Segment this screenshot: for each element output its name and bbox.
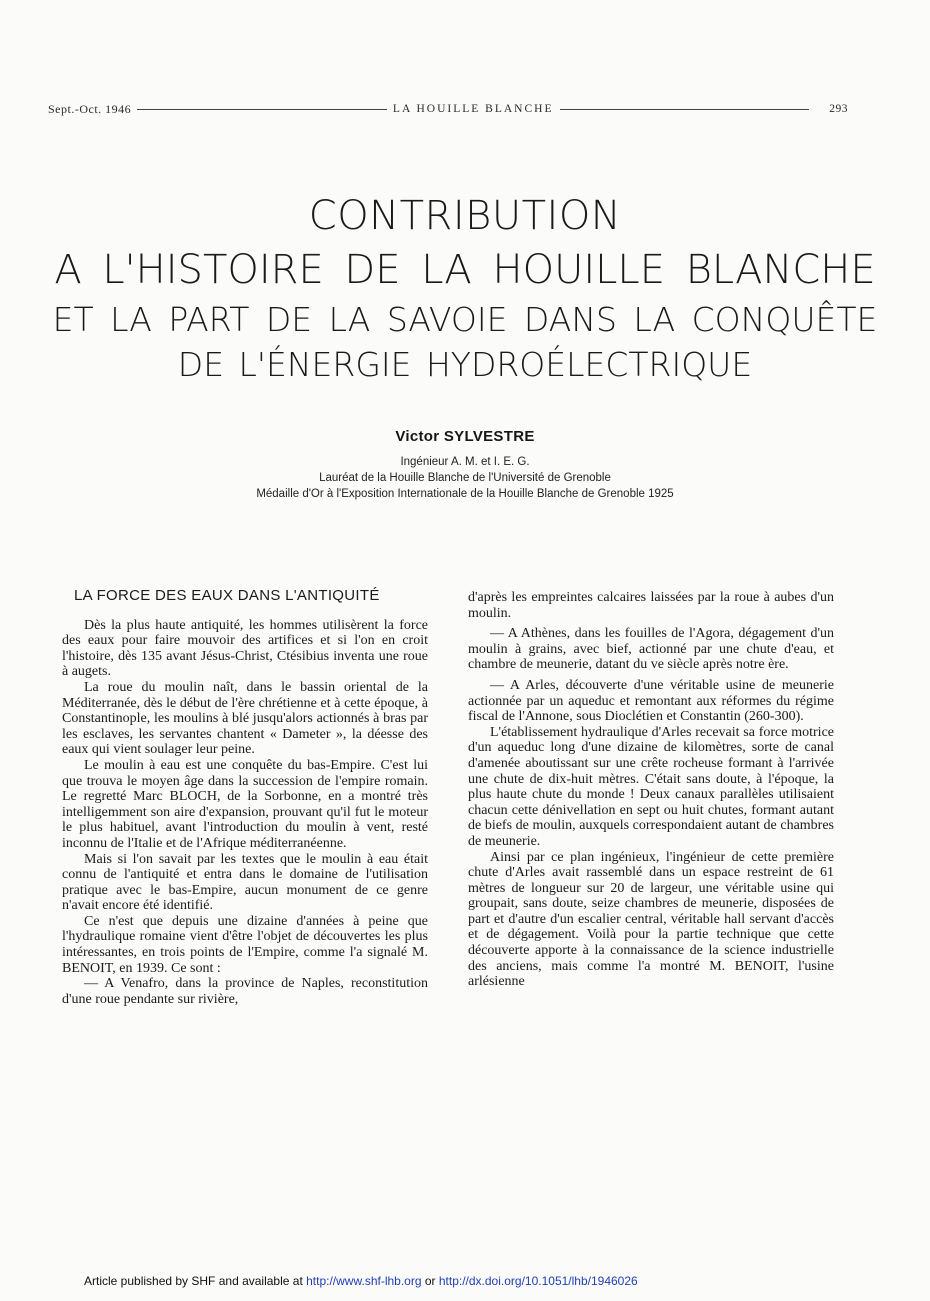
running-head (48, 100, 848, 118)
section-heading: LA FORCE DES EAUX DANS L'ANTIQUITÉ (74, 587, 380, 604)
issue-date: Sept.-Oct. 1946 (48, 101, 132, 116)
title-line-2: A L'HISTOIRE DE LA HOUILLE BLANCHE (54, 247, 876, 293)
author-name: Victor SYLVESTRE (395, 428, 535, 445)
paragraph: — A Arles, découverte d'une véritable usine de meunerie actionnée par un aqueduc et remontant aux réformes du régime fiscal de l'Annone, sous Dioclétien et Constantin (260-300). (468, 677, 834, 725)
paragraph: — A Athènes, dans les fouilles de l'Agora, dégagement d'un moulin à grains, avec bief, actionné par une chute d'eau, et chambre de meunerie, datant du ve siècle après notre ère. (468, 626, 834, 673)
shf-link[interactable]: http://www.shf-lhb.org (306, 1274, 422, 1288)
paragraph: Dès la plus haute antiquité, les hommes utilisèrent la force des eaux pour faire mouvoir des artifices et si l'on en croit l'histoire, dès 135 avant Jésus-Christ, Ctésibius inventa une roue à augets. (62, 617, 428, 680)
author-block (40, 428, 890, 502)
paragraph: Ainsi par ce plan ingénieux, l'ingénieur de cette première chute d'Arles avait rassemblé dans un espace restreint de 61 mètres de longueur sur 20 de largeur, une véritable usine qui groupait, sans doute, seize chambres de meunerie, disposées de part et d'autre d'un escalier central, véritable hall servant d'accès et de dégagement. Voilà pour la partie technique que cette découverte apporte à la connaissance de la science industrielle des anciens, mais comme l'a montré M. BENOIT, l'usine arlésienne (468, 849, 834, 990)
header-rule-left (137, 109, 387, 110)
paragraph: La roue du moulin naît, dans le bassin oriental de la Méditerranée, dès le début de l'ère chrétienne et à cette époque, à Constantinople, les moulins à blé jusqu'alors actionnés à bras par les esclaves, les servantes chantent « Dameter », la déesse des eaux qui vient soulager leur peine. (62, 679, 428, 758)
paragraph: Ce n'est que depuis une dizaine d'années à peine que l'hydraulique romaine vient d'être l'objet de découvertes les plus intéressantes, en trois points de l'Empire, comme l'a signalé M. BENOIT, en 1939. Ce sont : (62, 913, 428, 976)
title-line-1: CONTRIBUTION (308, 193, 622, 239)
title-line-3: ET LA PART DE LA SAVOIE DANS LA CONQUÊTE (52, 300, 878, 339)
page-number: 293 (829, 103, 849, 115)
publication-footer (84, 1274, 638, 1288)
author-affiliation: Lauréat de la Houille Blanche de l'Université de Grenoble (319, 472, 611, 484)
paragraph: — A Venafro, dans la province de Naples, reconstitution d'une roue pendante sur rivière, (62, 976, 428, 1007)
doi-link[interactable]: http://dx.doi.org/10.1051/lhb/1946026 (438, 1274, 638, 1288)
footer-text: Article published by SHF and available at (84, 1274, 307, 1288)
journal-title: LA HOUILLE BLANCHE (392, 103, 554, 115)
title-line-4: DE L'ÉNERGIE HYDROÉLECTRIQUE (177, 345, 753, 384)
paragraph: d'après les empreintes calcaires laissées par la roue à aubes d'un moulin. (468, 590, 834, 621)
author-affiliation: Ingénieur A. M. et I. E. G. (400, 456, 530, 468)
paragraph: Le moulin à eau est une conquête du bas-Empire. C'est lui que trouva le moyen âge dans la succession de l'empire romain. Le regretté Marc BLOCH, de la Sorbonne, en a montré très intelligemment son aire d'expansion, prouvant qu'il fut le moteur le plus habituel, avant l'introduction du moulin à vent, resté inconnu de l'Italie et de l'Afrique méditerranéenne. (62, 757, 428, 851)
right-column (468, 590, 834, 990)
paragraph: L'établissement hydraulique d'Arles recevait sa force motrice d'un aqueduc long d'une dizaine de kilomètres, sorte de canal d'amenée aboutissant sur une crête rocheuse formant à l'arrivée une chute de dix-huit mètres. C'était sans doute, à l'époque, la plus haute chute du monde ! Deux canaux parallèles utilisaient chacun cette dénivellation en sept ou huit chutes, formant autant de biefs de moulin, auxquels correspondaient autant de chambres de meunerie. (468, 724, 834, 849)
header-rule-right (560, 109, 810, 110)
author-affiliation: Médaille d'Or à l'Exposition Internationale de la Houille Blanche de Grenoble 1925 (256, 488, 674, 500)
left-column (62, 584, 428, 1007)
article-title (40, 193, 890, 384)
paragraph: Mais si l'on savait par les textes que le moulin à eau était connu de l'antiquité et entra dans le domaine de l'utilisation pratique avec le bas-Empire, aucun monument de ce genre n'avait encore été identifié. (62, 851, 428, 914)
footer-text: or (421, 1274, 439, 1288)
